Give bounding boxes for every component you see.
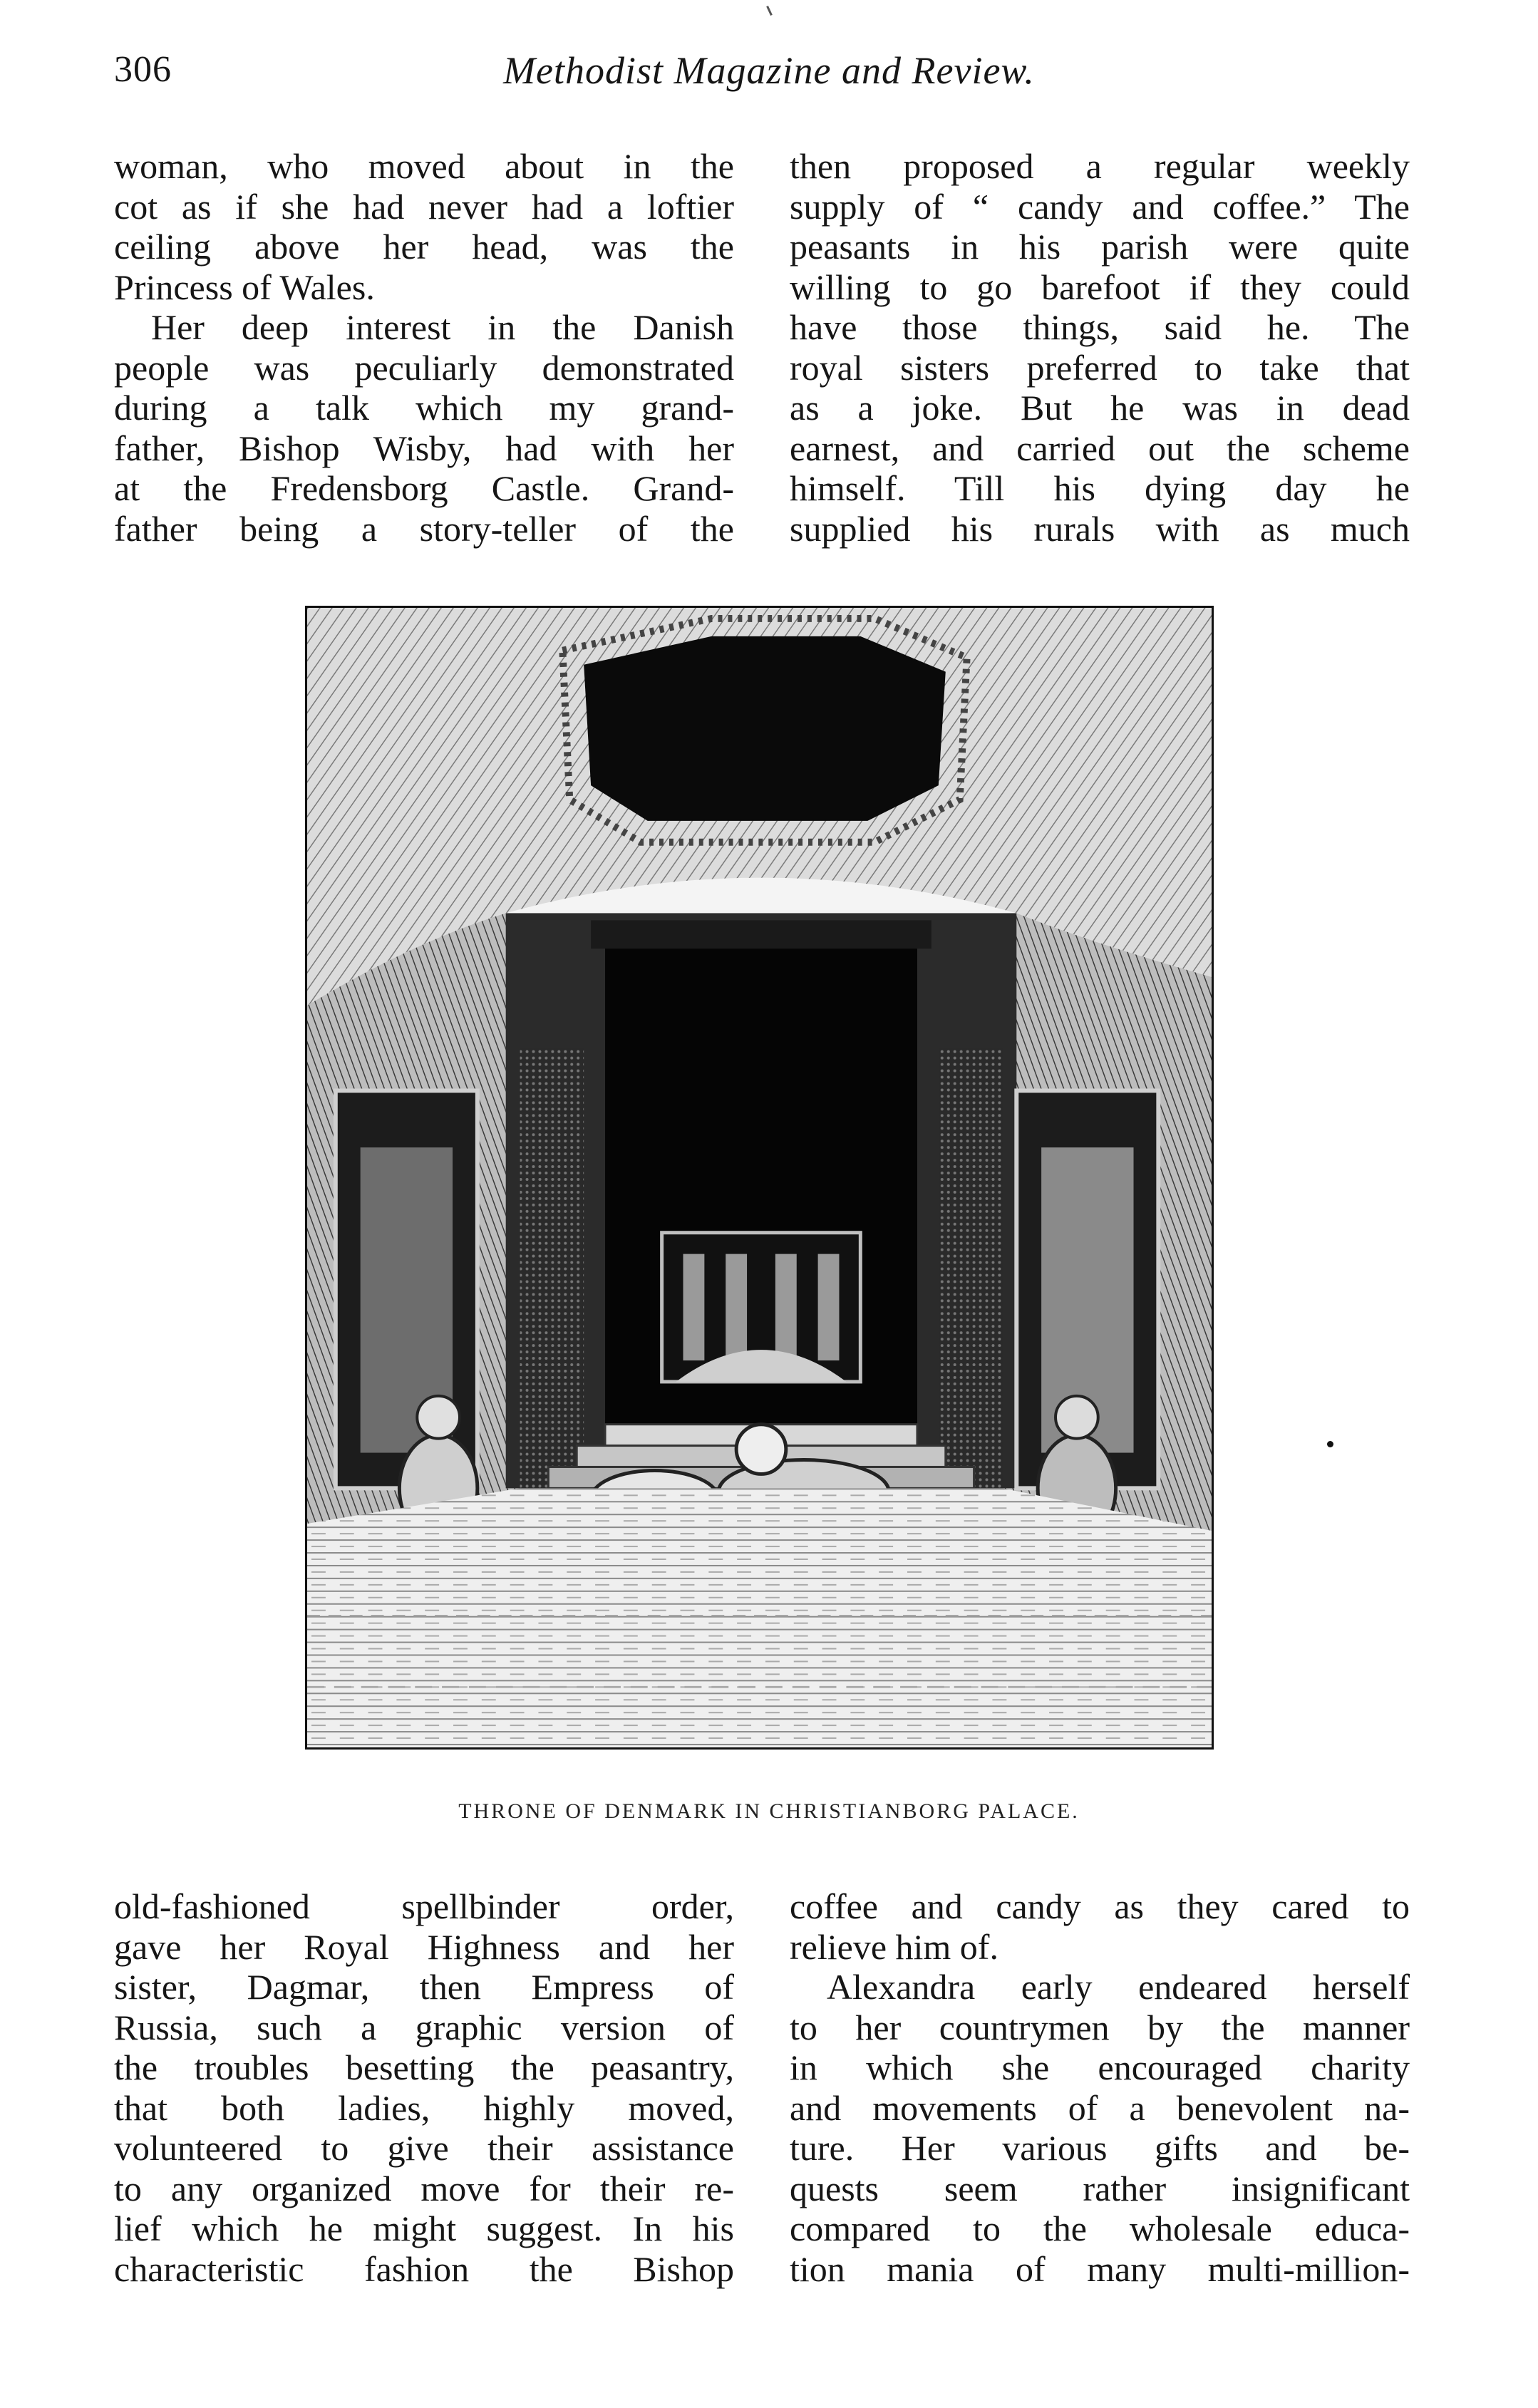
text-column-bottom-right [790,1886,1410,2289]
text-line: royal sisters preferred to take that [790,347,1410,388]
text-line: compared to the wholesale educa- [790,2208,1410,2248]
text-line: woman, who moved about in the [114,146,734,186]
page-header [0,48,1538,113]
text-line: in which she encouraged charity [790,2047,1410,2087]
text-line: old-fashioned spellbinder order, [114,1886,734,1926]
text-line: supply of “ candy and coffee.” The [790,186,1410,227]
text-line: relieve him of. [790,1926,998,1967]
text-line: to any organized move for their re- [114,2168,734,2208]
text-line: earnest, and carried out the scheme [790,428,1410,468]
text-line: people was peculiarly demonstrated [114,347,734,388]
text-line: during a talk which my grand- [114,388,734,428]
text-line: the troubles besetting the peasantry, [114,2047,734,2087]
text-line: Princess of Wales. [114,267,375,307]
text-line: willing to go barefoot if they could [790,267,1410,307]
text-line: ceiling above her head, was the [114,227,734,267]
text-line: himself. Till his dying day he [790,468,1410,508]
text-line: that both ladies, highly moved, [114,2087,734,2128]
text-line: lief which he might suggest. In his [114,2208,734,2248]
text-line: gave her Royal Highness and her [114,1926,734,1967]
text-line: then proposed a regular weekly [790,146,1410,186]
print-speck [766,6,773,16]
text-line: ture. Her various gifts and be- [790,2128,1410,2168]
text-line: cot as if she had never had a loftier [114,186,734,227]
text-column-top-right [790,146,1410,549]
text-line: characteristic fashion the Bishop [114,2248,734,2289]
text-column-bottom-left [114,1886,734,2289]
text-line: Alexandra early endeared herself [827,1967,1410,2007]
text-line: father, Bishop Wisby, had with her [114,428,734,468]
text-line: peasants in his parish were quite [790,227,1410,267]
text-line: Russia, such a graphic version of [114,2007,734,2047]
text-line: tion mania of many multi-million- [790,2248,1410,2289]
running-title: Methodist Magazine and Review. [503,49,1035,92]
text-column-top-left [114,146,734,549]
text-line: as a joke. But he was in dead [790,388,1410,428]
text-line: volunteered to give their assistance [114,2128,734,2168]
page-number: 306 [114,49,172,90]
throne-illustration [305,606,1214,1750]
text-line: and movements of a benevolent na- [790,2087,1410,2128]
text-line: supplied his rurals with as much [790,508,1410,549]
text-line: quests seem rather insignificant [790,2168,1410,2208]
throne-room-engraving [307,608,1212,1747]
print-speck [1327,1441,1333,1447]
text-line: sister, Dagmar, then Empress of [114,1967,734,2007]
text-line: at the Fredensborg Castle. Grand- [114,468,734,508]
text-line: to her countrymen by the manner [790,2007,1410,2047]
text-line: father being a story-teller of the [114,508,734,549]
text-line: Her deep interest in the Danish [151,307,734,347]
text-line: have those things, said he. The [790,307,1410,347]
text-line: coffee and candy as they cared to [790,1886,1410,1926]
figure-caption: THRONE OF DENMARK IN CHRISTIANBORG PALACE. [458,1799,1080,1823]
